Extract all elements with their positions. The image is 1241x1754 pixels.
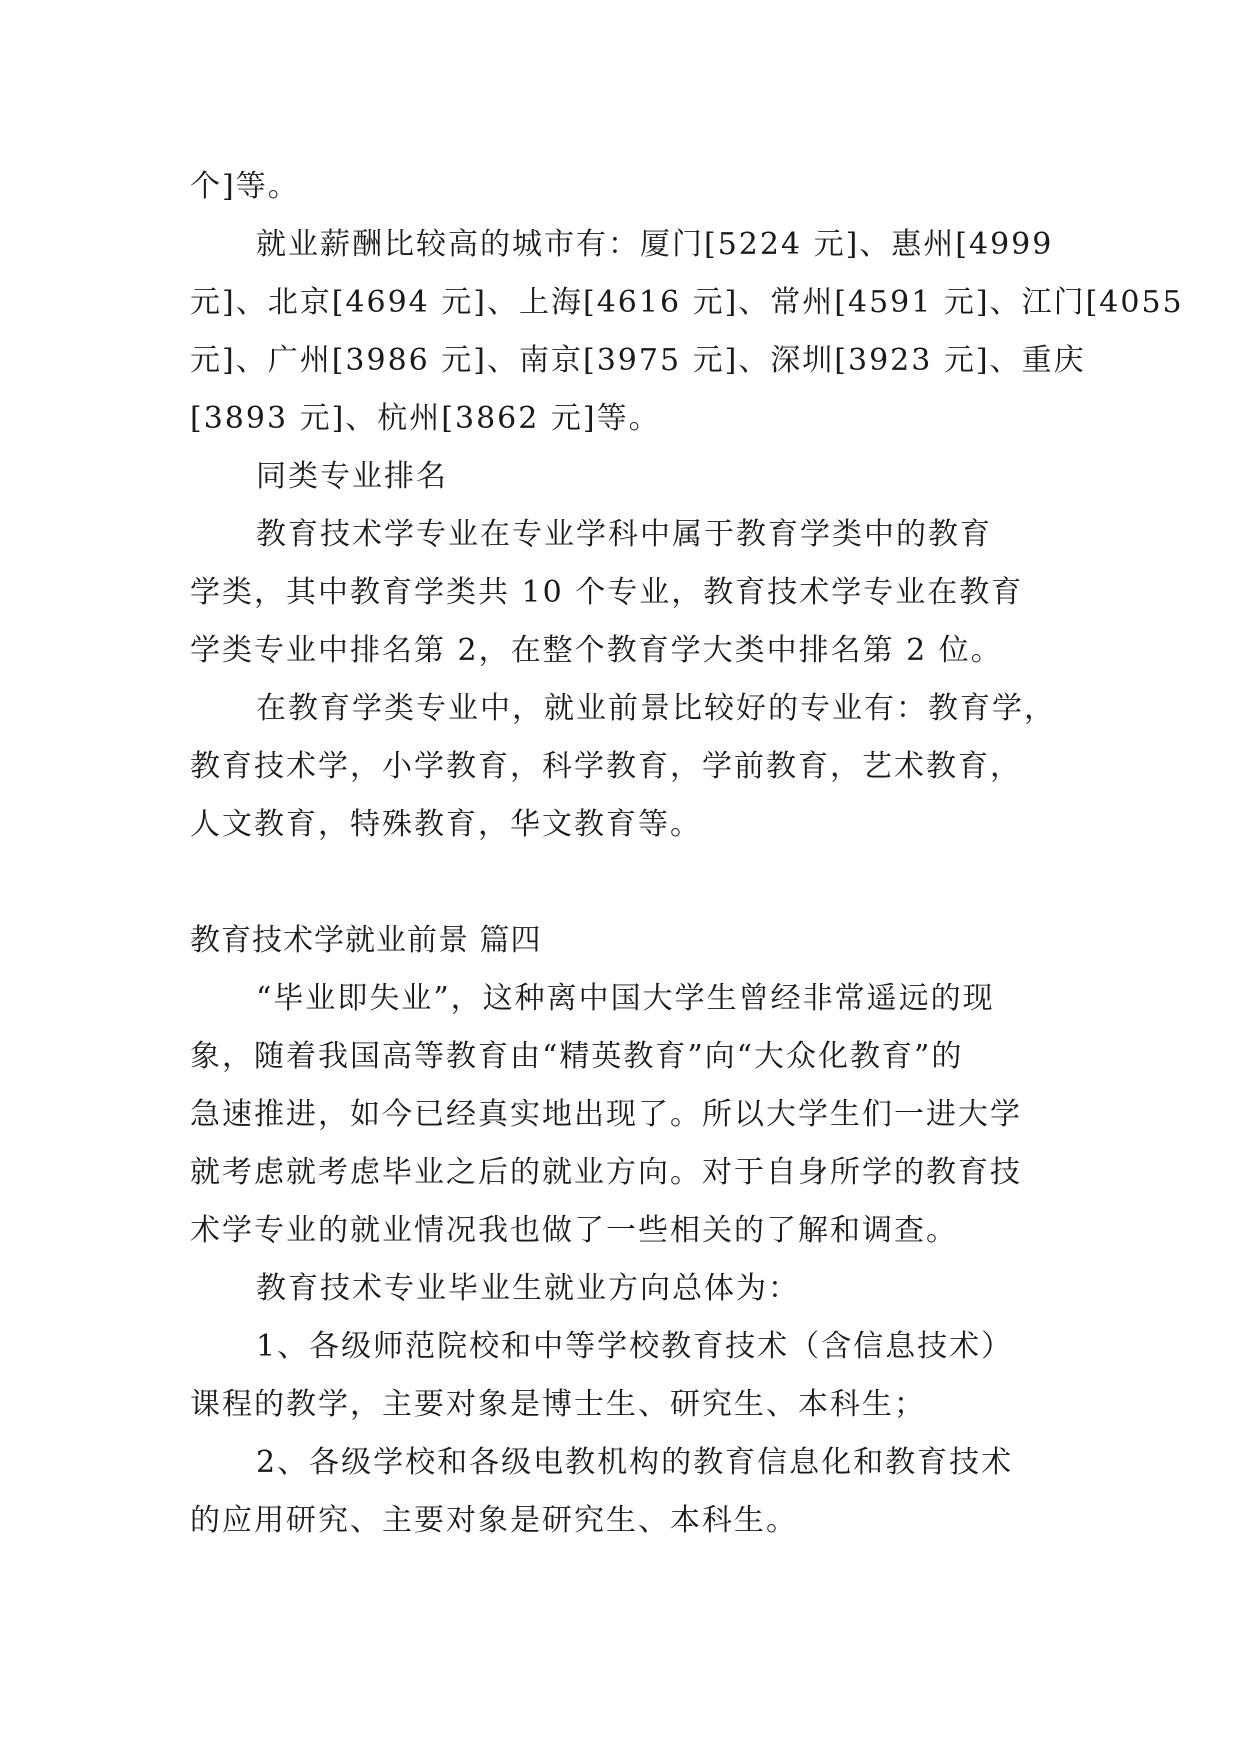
- text-line: “毕业即失业”，这种离中国大学生曾经非常遥远的现: [256, 981, 995, 1016]
- section-title: 同类专业排名: [256, 459, 448, 494]
- text-line: 术学专业的就业情况我也做了一些相关的了解和调查。: [190, 1213, 958, 1248]
- text-line: 教育技术学专业在专业学科中属于教育学类中的教育: [256, 517, 992, 552]
- list-item: 1、各级师范院校和中等学校教育技术（含信息技术）: [256, 1329, 1014, 1364]
- text-line: 个]等。: [190, 169, 300, 204]
- text-line: 就业薪酬比较高的城市有：厦门[5224 元]、惠州[4999: [256, 227, 1054, 262]
- text-line: 急速推进，如今已经真实地出现了。所以大学生们一进大学: [190, 1097, 1022, 1132]
- text-line: 就考虑就考虑毕业之后的就业方向。对于自身所学的教育技: [190, 1155, 1022, 1190]
- text-line: 元]、广州[3986 元]、南京[3975 元]、深圳[3923 元]、重庆: [190, 343, 1086, 378]
- text-line: 学类，其中教育学类共 10 个专业，教育技术学专业在教育: [190, 575, 1024, 610]
- text-line: 人文教育，特殊教育，华文教育等。: [190, 807, 702, 842]
- text-line: 教育技术学，小学教育，科学教育，学前教育，艺术教育，: [190, 749, 1022, 784]
- text-line: 的应用研究、主要对象是研究生、本科生。: [190, 1503, 798, 1538]
- text-line: [3893 元]、杭州[3862 元]等。: [190, 401, 661, 436]
- text-line: 学类专业中排名第 2，在整个教育学大类中排名第 2 位。: [190, 633, 1003, 668]
- text-line: 课程的教学，主要对象是博士生、研究生、本科生；: [190, 1387, 926, 1422]
- text-line: 在教育学类专业中，就业前景比较好的专业有：教育学，: [256, 691, 1056, 726]
- list-item: 2、各级学校和各级电教机构的教育信息化和教育技术: [256, 1445, 1014, 1480]
- text-line: 象，随着我国高等教育由“精英教育”向“大众化教育”的: [190, 1039, 964, 1074]
- text-line: 教育技术专业毕业生就业方向总体为：: [256, 1271, 800, 1306]
- chapter-heading: 教育技术学就业前景 篇四: [190, 923, 542, 958]
- text-line: 元]、北京[4694 元]、上海[4616 元]、常州[4591 元]、江门[4055: [190, 285, 1184, 320]
